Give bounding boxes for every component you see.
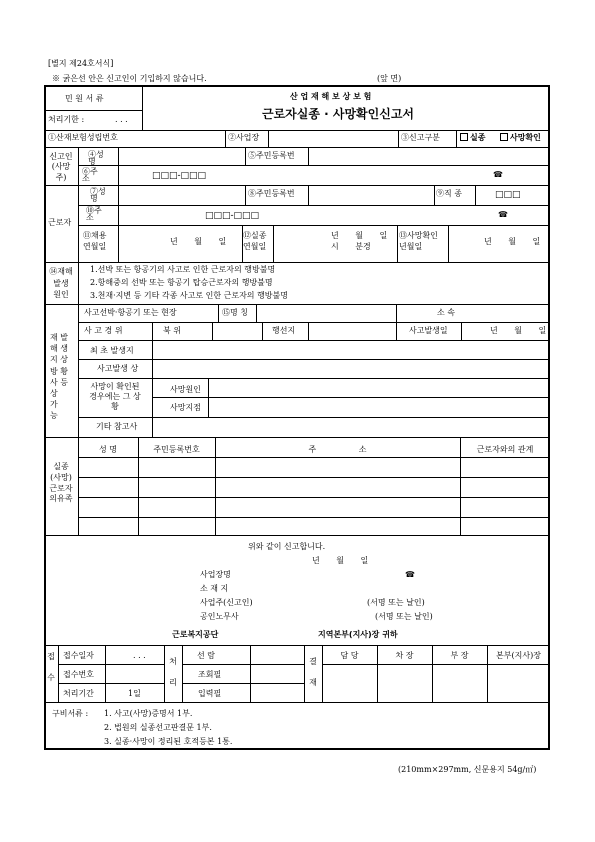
cause-item-1: 1.선박 또는 항공기의 사고로 인한 근로자의 행방불명 <box>90 265 276 274</box>
form-number: [별지 제24호서식] <box>48 59 114 68</box>
declaration-text: 위와 같이 신고합니다. <box>248 542 326 551</box>
site-name-label: ⑮명 칭 <box>222 308 248 317</box>
course-label: 사 고 경 위 <box>84 326 123 335</box>
branch-addressee: 지역본부(지사)장 귀하 <box>318 630 398 639</box>
period-label: 처리기간 <box>63 689 94 698</box>
form-subtitle: 산 업 재 해 보 상 보 험 <box>290 92 372 101</box>
business-name-label: 사업장명 <box>200 570 231 579</box>
worker-rrn-label: ⑧주민등록번 <box>248 189 295 198</box>
cause-label: ⑭재해 발생 원인 <box>49 267 73 300</box>
family-label: 실종 (사망) 근로자 의유족 <box>49 462 73 504</box>
labor-attorney-label: 공인노무사 <box>200 612 239 621</box>
hire-date-label: ⑪채용 연월일 <box>83 231 107 252</box>
employer-label: 사업주(신고인) <box>200 598 253 607</box>
reporter-rrn-label: ⑤주민등록번 <box>248 151 295 160</box>
reporter-tel-icon: ☎ <box>493 170 503 179</box>
role-head: 본부(지사)장 <box>496 651 541 660</box>
report-type-label: ③신고구분 <box>401 133 440 142</box>
processing-date: . . . <box>115 115 128 124</box>
missing-date-label: ⑫실종 연월일 <box>243 231 267 252</box>
employer-sign: (서명 또는 날인) <box>367 598 425 607</box>
receipt-date-value: . . . <box>133 651 146 660</box>
declaration-date: 년 월 일 <box>312 556 369 565</box>
occur-date-value: 년 월 일 <box>490 326 547 335</box>
worker-job-boxes: □□□ <box>495 190 521 200</box>
attachments-label: 구비서류 : <box>52 709 89 718</box>
affiliation-label: 소 속 <box>437 308 455 317</box>
notice: ※ 굵은선 안은 신고인이 기입하지 않습니다. <box>52 74 207 83</box>
agency-name: 근로복지공단 <box>172 630 219 639</box>
worker-postal-boxes: □□□-□□□ <box>205 211 260 221</box>
role-staff: 담 당 <box>340 651 359 660</box>
period-value: 1일 <box>128 689 141 698</box>
death-site-label: 사망지점 <box>170 403 201 412</box>
reporter-label: 신고인 (사망 주) <box>49 152 73 182</box>
family-header-rrn: 주민등록번호 <box>153 445 200 454</box>
hire-date-value: 년 월 일 <box>170 237 227 246</box>
reporter-name-label: ④성 명 <box>88 150 104 167</box>
petition-label: 민 원 서 류 <box>65 94 104 103</box>
attachment-item-1: 1. 사고(사망)증명서 1부. <box>104 709 193 718</box>
death-date-value: 년 월 일 <box>484 237 541 246</box>
site-label: 사고선박·항공기 또는 현장 <box>84 308 177 317</box>
death-cause-label: 사망원인 <box>170 385 201 394</box>
worker-job-label: ⑨직 종 <box>436 189 462 198</box>
missing-date-value: 년 월 일 시 분경 <box>331 231 388 252</box>
review-label: 선 람 <box>197 651 215 660</box>
role-deputy: 차 장 <box>395 651 414 660</box>
reporter-postal-boxes: □□□-□□□ <box>152 171 207 181</box>
attachment-item-3: 3. 실종·사망이 정리된 호적등본 1통. <box>104 737 233 746</box>
situation-label: 재 발 해 생 지 상 방 황 사 등 상 가 능 <box>50 333 68 421</box>
workplace-label: ②사업장 <box>228 133 260 142</box>
insurance-no-label: ①산재보험성립번호 <box>48 133 118 142</box>
worker-tel-icon: ☎ <box>498 210 508 219</box>
death-date-label: ⑬사망확인 년월일 <box>399 231 438 252</box>
family-header-name: 성 명 <box>99 445 117 454</box>
input-label: 입력필 <box>198 689 222 698</box>
cause-item-2: 2.항해중의 선박 또는 항공기 탑승근로자의 행방불명 <box>90 278 273 287</box>
receipt-label: 접 수 <box>47 652 55 682</box>
reporter-address-label: ⑥주 소 <box>82 167 98 184</box>
status-label: 사고발생 상 <box>97 364 139 373</box>
business-address-label: 소 재 지 <box>200 584 229 593</box>
family-header-relation: 근로자와의 관계 <box>476 445 534 454</box>
worker-address-label: ⑩주 소 <box>86 206 102 223</box>
side-label: (앞 면) <box>377 74 402 83</box>
form-title: 근로자실종 · 사망확인신고서 <box>262 107 415 121</box>
attorney-sign: (서명 또는 날인) <box>375 612 433 621</box>
occur-date-label: 사고발생일 <box>409 326 448 335</box>
other-label: 기타 참고사 <box>96 422 138 431</box>
declaration-tel-icon: ☎ <box>405 570 415 579</box>
cause-item-3: 3.천재·지변 등 기타 각종 사고로 인한 근로자의 행방불명 <box>90 291 288 300</box>
process-label: 처 리 <box>169 657 177 687</box>
processing-period-label: 처리기한 : <box>48 115 85 124</box>
receipt-date-label: 접수일자 <box>63 651 94 660</box>
receipt-no-label: 접수번호 <box>63 670 94 679</box>
paper-spec: (210mm×297mm, 신문용지 54g/㎡) <box>398 765 537 774</box>
family-header-address: 주 소 <box>308 445 367 454</box>
coord-label: 북 위 <box>163 326 181 335</box>
check-label: 조회필 <box>198 670 222 679</box>
death-confirm-label: 사망이 확인된 경우에는 그 상 황 <box>89 382 141 411</box>
role-manager: 부 장 <box>450 651 469 660</box>
worker-label: 근로자 <box>48 218 72 227</box>
first-place-label: 최 초 발생지 <box>90 346 134 355</box>
approval-label: 결 재 <box>309 657 317 687</box>
option-death[interactable]: 사망확인 <box>500 133 541 142</box>
worker-name-label: ⑦성 명 <box>90 187 106 204</box>
attachment-item-2: 2. 법원의 실종선고판결문 1부. <box>104 723 212 732</box>
route-label: 행선지 <box>272 326 296 335</box>
option-missing[interactable]: 실종 <box>460 133 485 142</box>
